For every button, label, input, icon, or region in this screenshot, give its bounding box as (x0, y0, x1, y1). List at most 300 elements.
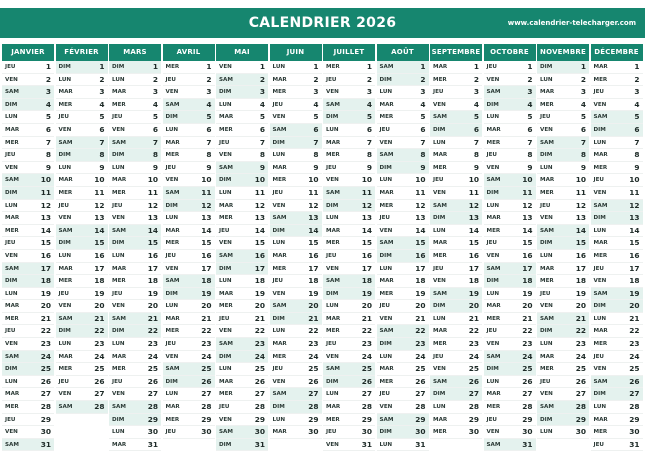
weekday-label: VEN (272, 114, 286, 121)
weekday-label: MER (379, 378, 394, 385)
weekday-label: VEN (219, 240, 232, 247)
day-row (484, 439, 536, 452)
day-row (2, 250, 54, 263)
day-row (56, 376, 108, 389)
weekday-label: JEU (5, 240, 16, 247)
day-number: 29 (254, 414, 265, 424)
day-row (591, 137, 643, 150)
day-row (591, 263, 643, 276)
day-row (591, 401, 643, 414)
day-row (109, 388, 161, 401)
day-row (484, 149, 536, 162)
weekday-label: JEU (433, 89, 444, 96)
day-number: 31 (147, 439, 158, 449)
day-row (2, 162, 54, 175)
weekday-label: VEN (219, 64, 232, 70)
weekday-label: VEN (5, 429, 18, 436)
day-row (537, 250, 589, 263)
day-number: 3 (152, 87, 158, 97)
weekday-label: MAR (486, 126, 501, 133)
day-number: 5 (634, 112, 640, 122)
day-row (430, 376, 482, 389)
weekday-label: VEN (379, 139, 393, 146)
day-number: 20 (522, 301, 533, 311)
day-number: 1 (206, 62, 212, 71)
day-number: 16 (40, 250, 51, 260)
day-row (2, 401, 54, 414)
weekday-label: MER (593, 252, 608, 259)
day-row (484, 124, 536, 137)
weekday-label: LUN (58, 341, 72, 348)
day-row (430, 200, 482, 213)
day-number: 5 (313, 112, 319, 122)
weekday-label: MER (379, 114, 394, 121)
weekday-label: MER (486, 404, 501, 411)
weekday-label: MAR (112, 89, 127, 96)
weekday-label: MAR (272, 252, 287, 259)
day-number: 14 (308, 225, 319, 235)
day-number: 24 (94, 351, 105, 361)
day-number: 17 (522, 263, 533, 273)
day-number: 23 (201, 339, 212, 349)
day-row (56, 325, 108, 338)
day-row (484, 99, 536, 112)
day-number: 31 (629, 439, 640, 449)
day-row (537, 263, 589, 276)
weekday-label: MER (379, 290, 394, 297)
weekday-label: DIM (112, 328, 125, 335)
day-number: 31 (40, 439, 51, 449)
day-row (270, 388, 322, 401)
day-number: 21 (522, 313, 533, 323)
weekday-label: MER (165, 152, 180, 159)
day-number: 13 (201, 213, 212, 223)
day-row (109, 288, 161, 301)
day-number: 11 (147, 187, 158, 197)
weekday-label: VEN (433, 189, 446, 196)
day-row (56, 225, 108, 238)
day-row (270, 414, 322, 427)
weekday-label: MER (486, 139, 501, 146)
weekday-label: DIM (433, 303, 446, 310)
day-row (377, 174, 429, 187)
day-number: 29 (468, 414, 479, 424)
day-row (323, 288, 375, 301)
weekday-label: JEU (486, 152, 497, 159)
weekday-label: DIM (112, 416, 125, 423)
weekday-label: VEN (165, 353, 179, 360)
weekday-label: LUN (272, 416, 286, 423)
day-row (216, 162, 268, 175)
day-number: 18 (201, 276, 212, 286)
day-row (216, 74, 268, 87)
day-number: 1 (580, 62, 586, 71)
day-number: 8 (152, 150, 158, 160)
day-number: 2 (473, 74, 479, 84)
weekday-label: VEN (165, 265, 179, 272)
day-row (377, 288, 429, 301)
weekday-label: JEU (379, 303, 390, 310)
weekday-label: MAR (219, 290, 234, 297)
day-row (216, 338, 268, 351)
weekday-label: SAM (5, 353, 19, 360)
weekday-label: SAM (486, 265, 501, 272)
weekday-label: LUN (112, 76, 125, 83)
day-row (377, 376, 429, 389)
weekday-label: LUN (219, 278, 232, 285)
day-number: 17 (468, 263, 479, 273)
month-header: JUILLET (323, 44, 375, 61)
day-row (484, 86, 536, 99)
weekday-label: JEU (58, 290, 69, 297)
day-row (163, 414, 215, 427)
weekday-label: MAR (58, 353, 73, 360)
day-row (2, 137, 54, 150)
day-number: 21 (361, 313, 372, 323)
day-row (430, 162, 482, 175)
month-header: MAI (216, 44, 268, 61)
day-row (323, 162, 375, 175)
day-row (430, 414, 482, 427)
day-number: 6 (634, 124, 640, 134)
day-row (109, 263, 161, 276)
day-number: 2 (45, 74, 51, 84)
day-number: 28 (361, 402, 372, 412)
day-number: 3 (634, 87, 640, 97)
day-row (216, 250, 268, 263)
day-number: 26 (361, 376, 372, 386)
weekday-label: VEN (58, 391, 72, 398)
day-row (2, 426, 54, 439)
day-row (56, 275, 108, 288)
day-row (109, 300, 161, 313)
month-column (163, 44, 215, 439)
weekday-label: JEU (486, 64, 497, 70)
day-number: 8 (206, 150, 212, 160)
weekday-label: VEN (486, 164, 500, 171)
day-number: 2 (152, 74, 158, 84)
day-row (109, 275, 161, 288)
day-number: 27 (308, 389, 319, 399)
day-number: 6 (152, 124, 158, 134)
weekday-label: MER (593, 76, 608, 83)
day-row (109, 338, 161, 351)
day-row (484, 351, 536, 364)
day-number: 23 (629, 339, 640, 349)
weekday-label: JEU (326, 252, 337, 259)
day-number: 10 (254, 175, 265, 185)
website-url: www.calendrier-telecharger.com (507, 19, 636, 27)
day-number: 6 (366, 124, 372, 134)
weekday-label: SAM (58, 227, 73, 234)
day-row (591, 414, 643, 427)
weekday-label: DIM (165, 378, 178, 385)
weekday-label: SAM (379, 152, 394, 159)
weekday-label: MAR (433, 416, 448, 423)
day-row (216, 200, 268, 213)
day-row (537, 363, 589, 376)
weekday-label: VEN (486, 76, 500, 83)
weekday-label: DIM (379, 252, 392, 259)
day-number: 15 (522, 238, 533, 248)
day-number: 23 (40, 339, 51, 349)
weekday-label: LUN (593, 315, 607, 322)
day-number: 3 (420, 87, 426, 97)
day-number: 31 (361, 439, 372, 449)
day-number: 7 (99, 137, 105, 147)
day-row (591, 149, 643, 162)
day-number: 8 (527, 150, 533, 160)
weekday-label: VEN (326, 89, 339, 96)
day-number: 29 (40, 414, 51, 424)
day-row (377, 149, 429, 162)
weekday-label: DIM (326, 378, 339, 385)
day-row (270, 376, 322, 389)
weekday-label: MAR (5, 303, 20, 310)
day-number: 27 (254, 389, 265, 399)
day-row (591, 162, 643, 175)
weekday-label: DIM (486, 101, 499, 108)
day-row (270, 313, 322, 326)
weekday-label: LUN (58, 164, 72, 171)
day-number: 22 (415, 326, 426, 336)
day-number: 17 (201, 263, 212, 273)
day-number: 4 (580, 99, 586, 109)
day-row (377, 300, 429, 313)
day-number: 11 (254, 187, 265, 197)
weekday-label: LUN (5, 290, 18, 297)
day-row (270, 61, 322, 74)
month-column (430, 44, 482, 439)
day-row (109, 99, 161, 112)
weekday-label: SAM (219, 341, 233, 348)
day-number: 5 (45, 112, 51, 122)
day-row (163, 338, 215, 351)
weekday-label: MER (219, 126, 233, 133)
day-number: 9 (527, 162, 533, 172)
weekday-label: DIM (112, 240, 125, 247)
day-number: 15 (40, 238, 51, 248)
weekday-label: MER (486, 227, 501, 234)
day-row (430, 288, 482, 301)
day-row (323, 426, 375, 439)
day-row (591, 237, 643, 250)
day-row (56, 351, 108, 364)
day-number: 21 (147, 313, 158, 323)
day-number: 30 (415, 427, 426, 437)
day-row (163, 275, 215, 288)
day-number: 19 (629, 288, 640, 298)
day-number: 1 (420, 62, 426, 71)
day-number: 21 (468, 313, 479, 323)
day-row (56, 174, 108, 187)
day-row (323, 174, 375, 187)
day-row (377, 86, 429, 99)
month-column (377, 44, 429, 451)
day-row (484, 388, 536, 401)
weekday-label: MER (272, 353, 287, 360)
day-number: 11 (522, 187, 533, 197)
weekday-label: JEU (272, 189, 283, 196)
day-row (270, 325, 322, 338)
day-row (270, 250, 322, 263)
day-number: 5 (420, 112, 426, 122)
day-row (109, 149, 161, 162)
day-row (537, 86, 589, 99)
day-row (270, 86, 322, 99)
month-header: NOVEMBRE (537, 44, 589, 61)
weekday-label: MAR (219, 114, 234, 121)
day-row (323, 263, 375, 276)
weekday-label: JEU (58, 202, 69, 209)
weekday-label: VEN (593, 366, 607, 373)
month-column (270, 44, 322, 439)
day-row (537, 61, 589, 74)
day-row (377, 275, 429, 288)
day-row (484, 325, 536, 338)
weekday-label: MER (540, 101, 554, 108)
day-number: 31 (522, 439, 533, 449)
day-number: 14 (629, 225, 640, 235)
weekday-label: VEN (219, 328, 232, 335)
weekday-label: SAM (219, 76, 233, 83)
day-number: 3 (313, 87, 319, 97)
day-row (163, 187, 215, 200)
day-row (216, 149, 268, 162)
weekday-label: SAM (486, 177, 501, 184)
day-row (484, 275, 536, 288)
weekday-label: LUN (219, 101, 232, 108)
weekday-label: VEN (326, 441, 339, 448)
day-row (323, 351, 375, 364)
day-row (270, 338, 322, 351)
day-number: 27 (40, 389, 51, 399)
weekday-label: MER (165, 328, 180, 335)
day-number: 19 (308, 288, 319, 298)
day-row (270, 200, 322, 213)
weekday-label: MER (165, 64, 180, 70)
weekday-label: DIM (379, 164, 392, 171)
day-number: 24 (468, 351, 479, 361)
day-row (537, 187, 589, 200)
day-row (377, 351, 429, 364)
weekday-label: MAR (112, 353, 127, 360)
day-number: 29 (361, 414, 372, 424)
weekday-label: DIM (593, 391, 606, 398)
weekday-label: VEN (272, 202, 286, 209)
weekday-label: VEN (593, 278, 607, 285)
day-number: 23 (575, 339, 586, 349)
day-row (591, 250, 643, 263)
day-row (109, 225, 161, 238)
weekday-label: JEU (112, 290, 123, 297)
weekday-label: MER (593, 341, 608, 348)
day-number: 6 (206, 124, 212, 134)
day-row (484, 74, 536, 87)
day-row (430, 338, 482, 351)
weekday-label: DIM (433, 126, 446, 133)
weekday-label: DIM (486, 366, 499, 373)
day-number: 24 (629, 351, 640, 361)
day-number: 29 (629, 414, 640, 424)
day-row (484, 338, 536, 351)
month-header: FÉVRIER (56, 44, 108, 61)
day-number: 27 (415, 389, 426, 399)
day-number: 22 (522, 326, 533, 336)
weekday-label: MAR (165, 227, 180, 234)
day-row (270, 124, 322, 137)
day-row (537, 325, 589, 338)
weekday-label: MER (219, 303, 233, 310)
day-number: 26 (415, 376, 426, 386)
day-row (270, 275, 322, 288)
day-row (2, 263, 54, 276)
day-number: 19 (575, 288, 586, 298)
weekday-label: DIM (272, 227, 285, 234)
day-number: 7 (473, 137, 479, 147)
weekday-label: DIM (486, 189, 499, 196)
day-number: 16 (147, 250, 158, 260)
day-number: 23 (147, 339, 158, 349)
day-row (270, 174, 322, 187)
day-number: 12 (415, 200, 426, 210)
day-number: 16 (575, 250, 586, 260)
weekday-label: VEN (326, 265, 339, 272)
day-row (2, 61, 54, 74)
day-number: 9 (206, 162, 212, 172)
weekday-label: LUN (540, 341, 553, 348)
day-number: 17 (575, 263, 586, 273)
weekday-label: JEU (593, 353, 604, 360)
day-row (109, 74, 161, 87)
weekday-label: MER (112, 278, 126, 285)
weekday-label: JEU (272, 366, 283, 373)
weekday-label: MER (486, 315, 501, 322)
day-number: 11 (468, 187, 479, 197)
calendar-header (0, 8, 645, 38)
day-number: 27 (629, 389, 640, 399)
day-row (377, 99, 429, 112)
day-row (484, 376, 536, 389)
weekday-label: JEU (486, 240, 497, 247)
weekday-label: LUN (486, 378, 500, 385)
day-number: 3 (99, 87, 105, 97)
weekday-label: JEU (272, 278, 283, 285)
weekday-label: MER (112, 189, 126, 196)
day-row (56, 250, 108, 263)
day-row (270, 149, 322, 162)
day-number: 22 (94, 326, 105, 336)
day-number: 1 (99, 62, 105, 71)
day-row (163, 111, 215, 124)
day-number: 4 (527, 99, 533, 109)
day-number: 18 (575, 276, 586, 286)
weekday-label: MER (272, 177, 287, 184)
weekday-label: MER (272, 89, 287, 96)
weekday-label: LUN (272, 328, 286, 335)
day-row (216, 187, 268, 200)
weekday-label: MAR (165, 139, 180, 146)
weekday-label: SAM (486, 441, 501, 448)
weekday-label: MER (433, 252, 447, 259)
day-number: 17 (147, 263, 158, 273)
day-row (484, 187, 536, 200)
day-row (484, 426, 536, 439)
weekday-label: SAM (593, 114, 608, 121)
day-row (163, 99, 215, 112)
day-number: 18 (361, 276, 372, 286)
day-row (270, 225, 322, 238)
